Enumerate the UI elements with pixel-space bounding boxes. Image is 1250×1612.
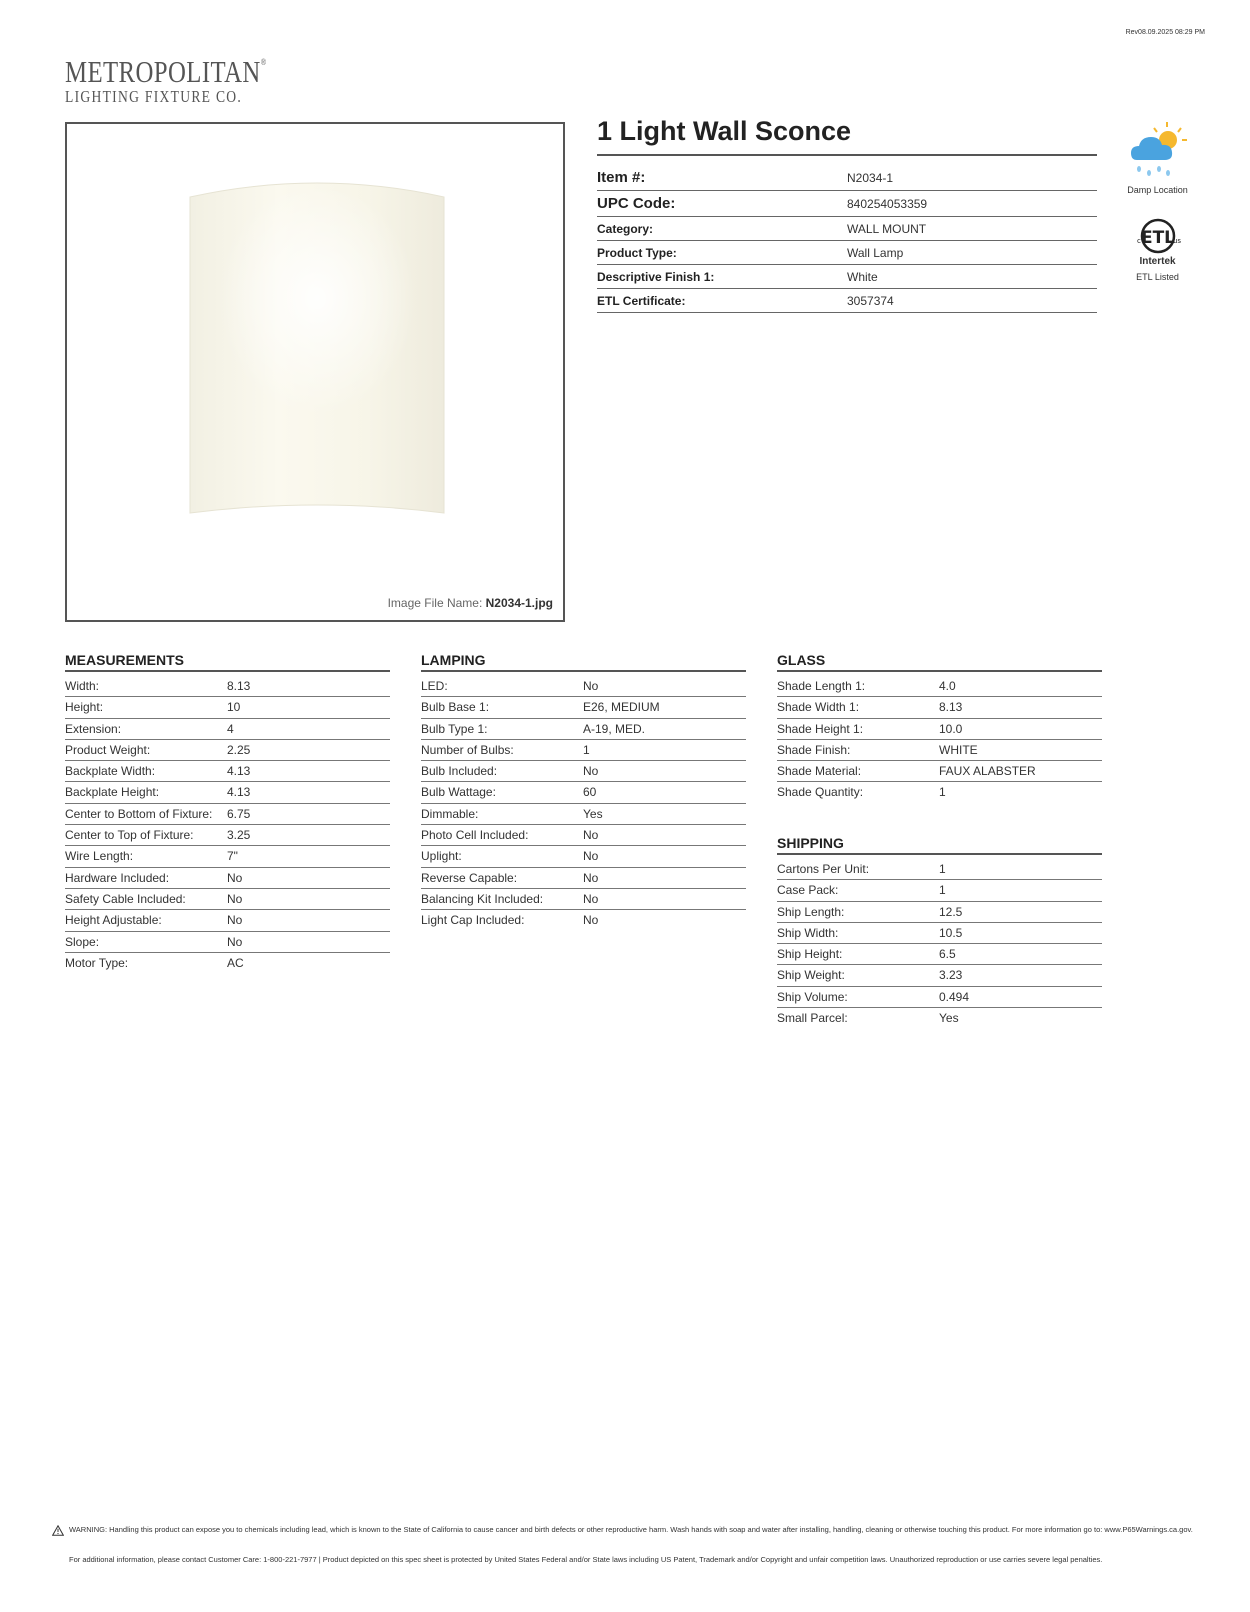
product-info-label: ETL Certificate: [597, 293, 686, 308]
shipping-section [777, 834, 1102, 1029]
spec-value: 4 [227, 721, 234, 736]
revision-date: Rev08.09.2025 08:29 PM [1125, 29, 1205, 36]
spec-label: Center to Bottom of Fixture: [65, 806, 213, 821]
etl-listed-icon [1135, 216, 1181, 258]
spec-value: 10 [227, 700, 241, 715]
spec-label: Bulb Wattage: [421, 785, 496, 800]
spec-value: AC [227, 955, 244, 970]
section-heading: MEASUREMENTS [65, 651, 390, 672]
product-info-value: Wall Lamp [847, 245, 904, 260]
spec-label: Shade Width 1: [777, 700, 860, 715]
spec-row [421, 804, 746, 825]
logo-line1: METROPOLITAN® [65, 54, 267, 89]
spec-value: Yes [583, 806, 603, 821]
spec-label: Dimmable: [421, 806, 479, 821]
spec-row [65, 825, 390, 846]
spec-label: Bulb Included: [421, 764, 498, 779]
spec-label: Backplate Height: [65, 785, 160, 800]
product-info-table [597, 165, 1097, 313]
spec-label: Bulb Type 1: [421, 721, 488, 736]
spec-label: Balancing Kit Included: [421, 891, 544, 906]
spec-label: Wire Length: [65, 849, 134, 864]
spec-value: WHITE [939, 742, 978, 757]
spec-value: No [583, 870, 599, 885]
svg-text:ETL: ETL [1140, 228, 1175, 248]
spec-row [421, 825, 746, 846]
title-divider [597, 154, 1097, 156]
spec-label: Ship Volume: [777, 989, 848, 1004]
spec-row [777, 719, 1102, 740]
spec-label: Shade Material: [777, 764, 862, 779]
spec-row [777, 761, 1102, 782]
product-info-label: UPC Code: [597, 195, 676, 212]
product-info-label: Product Type: [597, 245, 677, 260]
spec-label: Slope: [65, 934, 100, 949]
warning-triangle-icon [52, 1525, 64, 1536]
spec-row [421, 719, 746, 740]
spec-row [421, 910, 746, 931]
damp-location-icon [1127, 120, 1189, 182]
spec-row [65, 740, 390, 761]
spec-value: 4.0 [939, 679, 956, 693]
spec-value: No [227, 891, 243, 906]
spec-row [65, 953, 390, 974]
spec-row [421, 846, 746, 867]
spec-row [65, 676, 390, 697]
damp-location-label: Damp Location [1127, 185, 1188, 195]
spec-label: Product Weight: [65, 742, 151, 757]
spec-value: 1 [939, 883, 946, 898]
etl-listed-badge [1110, 216, 1205, 282]
spec-row [65, 932, 390, 953]
spec-row [777, 1008, 1102, 1029]
wall-sconce-image [187, 179, 447, 524]
spec-row [421, 782, 746, 803]
product-info-label: Category: [597, 221, 654, 236]
lamping-section [421, 651, 746, 932]
spec-row [777, 697, 1102, 718]
spec-value: 0.494 [939, 989, 970, 1004]
damp-location-badge [1110, 120, 1205, 195]
spec-value: 1 [939, 785, 946, 800]
spec-row [65, 719, 390, 740]
spec-row [777, 902, 1102, 923]
spec-label: Reverse Capable: [421, 870, 518, 885]
spec-value: 10.0 [939, 721, 963, 736]
product-info-value: 840254053359 [847, 196, 928, 211]
image-file-name: Image File Name: N2034-1.jpg [387, 596, 553, 610]
measurements-section [65, 651, 390, 974]
spec-row [421, 868, 746, 889]
spec-label: Shade Finish: [777, 742, 851, 757]
spec-row [65, 889, 390, 910]
spec-row [777, 782, 1102, 803]
spec-label: Shade Quantity: [777, 785, 864, 800]
spec-label: Case Pack: [777, 883, 839, 898]
spec-row [421, 676, 746, 697]
spec-value: 3.23 [939, 968, 963, 983]
spec-label: Shade Length 1: [777, 679, 866, 693]
spec-value: E26, MEDIUM [583, 700, 660, 715]
spec-value: 1 [583, 742, 590, 757]
spec-row [65, 846, 390, 867]
spec-value: 7" [227, 849, 238, 864]
spec-value: No [227, 913, 243, 928]
spec-value: No [227, 870, 243, 885]
product-info-row [597, 265, 1097, 289]
product-info-value: N2034-1 [847, 170, 894, 185]
spec-value: 3.25 [227, 828, 251, 843]
spec-label: Width: [65, 679, 100, 693]
glass-section [777, 651, 1102, 804]
spec-label: Number of Bulbs: [421, 742, 514, 757]
spec-row [65, 782, 390, 803]
spec-value: 6.5 [939, 947, 956, 962]
spec-label: Height Adjustable: [65, 913, 162, 928]
spec-label: Ship Weight: [777, 968, 845, 983]
spec-label: LED: [421, 679, 448, 693]
spec-value: 8.13 [227, 679, 251, 693]
spec-row [65, 804, 390, 825]
spec-value: No [583, 764, 599, 779]
spec-label: Small Parcel: [777, 1011, 848, 1026]
warning-text: WARNING: Handling this product can expose you to chemicals including lead, which is known to the State of California to cause cancer and birth defects or other reproductive harm. Wash hands with soap and water after installing, handling, cleaning or otherwise touching this product. For more information go to: www.P65Warnings.ca.gov. [69, 1525, 1193, 1534]
spec-value: No [583, 828, 599, 843]
spec-row [777, 987, 1102, 1008]
spec-row [777, 944, 1102, 965]
spec-label: Photo Cell Included: [421, 828, 529, 843]
product-info-row [597, 289, 1097, 313]
spec-label: Uplight: [421, 849, 462, 864]
spec-label: Ship Width: [777, 925, 839, 940]
spec-value: FAUX ALABSTER [939, 764, 1036, 779]
spec-label: Light Cap Included: [421, 913, 525, 928]
svg-text:c: c [1136, 237, 1141, 245]
spec-label: Height: [65, 700, 104, 715]
spec-row [421, 761, 746, 782]
spec-row [65, 910, 390, 931]
spec-row [777, 740, 1102, 761]
spec-value: 8.13 [939, 700, 963, 715]
spec-value: 2.25 [227, 742, 251, 757]
spec-row [777, 965, 1102, 986]
svg-text:us: us [1172, 237, 1181, 245]
spec-value: A-19, MED. [583, 721, 646, 736]
spec-value: 6.75 [227, 806, 251, 821]
spec-row [65, 761, 390, 782]
product-info-value: White [847, 269, 878, 284]
spec-value: No [583, 849, 599, 864]
spec-row [65, 868, 390, 889]
product-info-label: Descriptive Finish 1: [597, 269, 715, 284]
brand-logo [65, 46, 317, 106]
spec-label: Cartons Per Unit: [777, 862, 870, 876]
spec-label: Bulb Base 1: [421, 700, 490, 715]
spec-label: Ship Height: [777, 947, 843, 962]
spec-label: Center to Top of Fixture: [65, 828, 194, 843]
product-info-row [597, 165, 1097, 191]
spec-value: 12.5 [939, 904, 963, 919]
logo-line2: LIGHTING FIXTURE CO. [65, 87, 243, 106]
section-heading: SHIPPING [777, 834, 1102, 855]
spec-row [65, 697, 390, 718]
product-info-row [597, 217, 1097, 241]
etl-brand: Intertek [1139, 256, 1176, 267]
spec-value: Yes [939, 1011, 959, 1026]
spec-label: Motor Type: [65, 955, 129, 970]
spec-row [777, 859, 1102, 880]
spec-value: No [583, 679, 599, 693]
spec-value: 10.5 [939, 925, 963, 940]
product-title: 1 Light Wall Sconce [597, 116, 852, 146]
spec-row [777, 923, 1102, 944]
spec-value: 1 [939, 862, 946, 876]
spec-row [777, 676, 1102, 697]
section-heading: LAMPING [421, 651, 746, 672]
spec-value: No [583, 891, 599, 906]
spec-value: 4.13 [227, 764, 251, 779]
product-info-value: WALL MOUNT [847, 221, 927, 236]
spec-row [777, 880, 1102, 901]
spec-value: No [227, 934, 243, 949]
spec-value: 4.13 [227, 785, 251, 800]
spec-label: Ship Length: [777, 904, 845, 919]
product-info-label: Item #: [597, 169, 646, 186]
spec-label: Backplate Width: [65, 764, 156, 779]
product-info-value: 3057374 [847, 293, 894, 308]
spec-value: No [583, 913, 599, 928]
etl-listed-label: ETL Listed [1136, 272, 1179, 282]
prop65-warning [52, 1525, 1202, 1535]
spec-label: Hardware Included: [65, 870, 170, 885]
spec-value: 60 [583, 785, 597, 800]
spec-label: Extension: [65, 721, 122, 736]
spec-row [421, 697, 746, 718]
spec-label: Safety Cable Included: [65, 891, 186, 906]
section-heading: GLASS [777, 651, 1102, 672]
spec-label: Shade Height 1: [777, 721, 864, 736]
spec-row [421, 740, 746, 761]
product-info-row [597, 191, 1097, 217]
product-image-frame [65, 122, 565, 622]
spec-row [421, 889, 746, 910]
additional-info: For additional information, please contact Customer Care: 1-800-221-7977 | Product depicted on this spec sheet is protected by United States Federal and/or State laws including US Patent, Trademark and/or Copyright and unfair competition laws. Unauthorized reproduction or use carries severe legal penalties. [69, 1555, 1103, 1564]
product-info-row [597, 241, 1097, 265]
